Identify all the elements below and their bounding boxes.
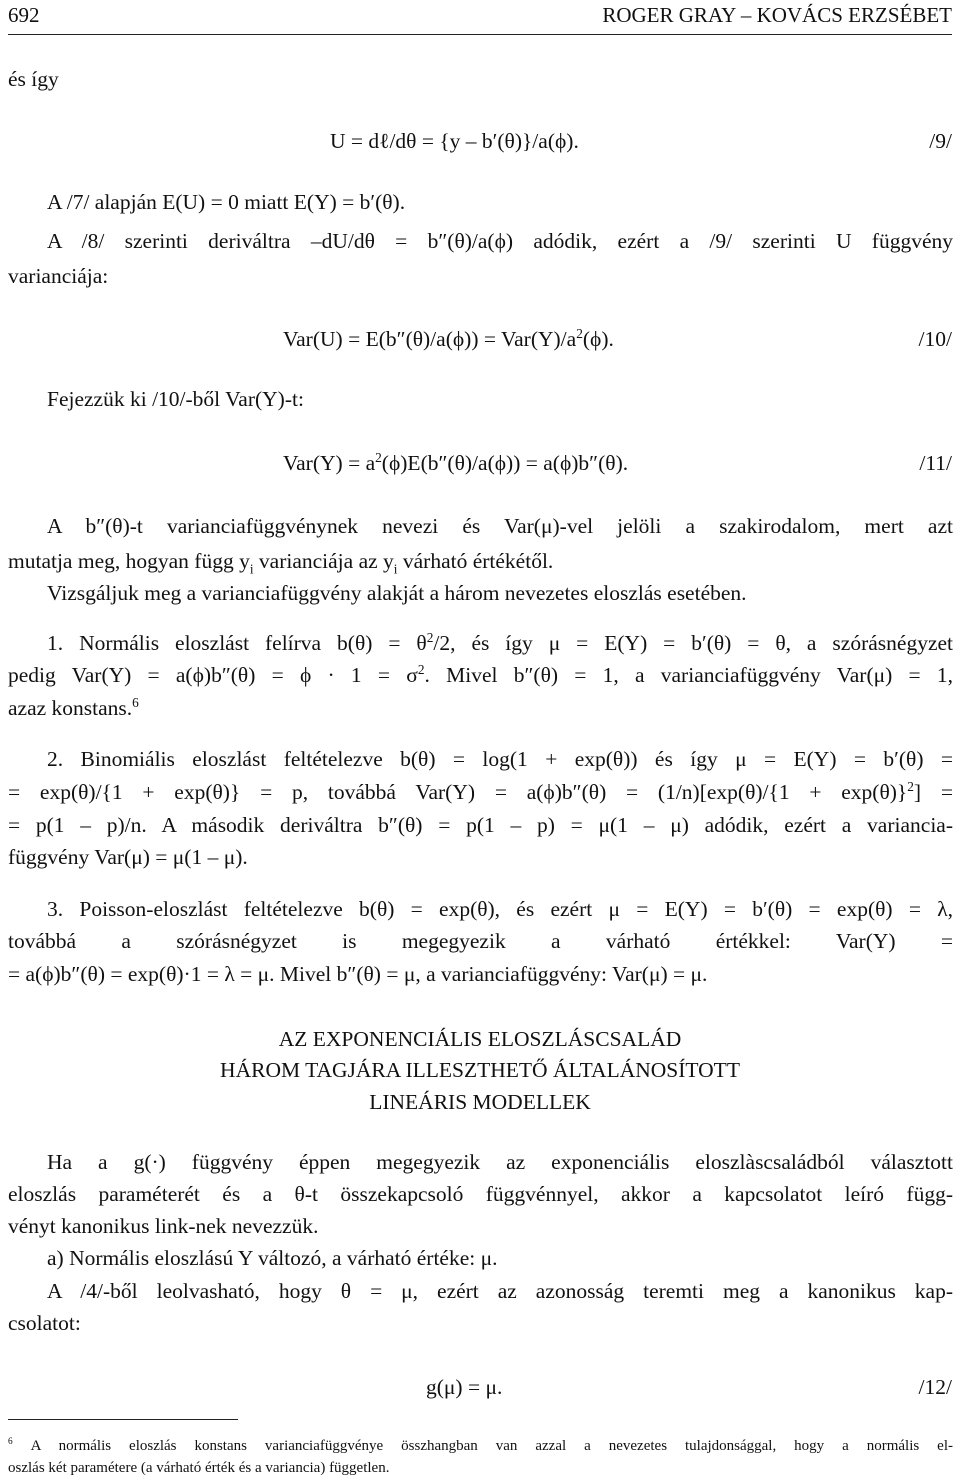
equation-number-10: /10/ [918,327,952,351]
equation-number-12: /12/ [918,1375,952,1399]
text-line [8,779,953,805]
text-part: pedig Var(Y) = a(ϕ)b″(θ) = ϕ · 1 = σ [8,663,418,687]
page-number: 692 [8,3,40,27]
text-line: 3. Poisson-eloszlást feltételezve b(θ) = exp(θ), és ezért μ = E(Y) = b′(θ) = exp(θ) = λ, [47,897,953,921]
equation-part: (ϕ). [582,327,614,351]
text-part: mutatja meg, hogyan függ y [8,549,250,573]
subscript: i [249,561,254,577]
text-line [47,630,953,656]
footnote-marker: 6 [132,694,139,710]
text-line: A /7/ alapján E(U) = 0 miatt E(Y) = b′(θ). [47,190,406,214]
superscript: 2 [907,778,914,794]
text-line: Fejezzük ki /10/-ből Var(Y)-t: [47,387,304,411]
running-header [8,0,952,35]
footnote-line [8,1437,953,1455]
text-line: Vizsgáljuk meg a varianciafüggvény alakját a három nevezetes eloszlás esetében. [47,581,747,605]
text-line [8,548,553,582]
footnote-line: oszlás két paramétere (a várható érték és a variancia) független. [8,1460,390,1476]
subscript: i [393,561,398,577]
text-part: 1. Normális eloszlást felírva b(θ) = θ [47,631,427,655]
text-line: függvény Var(μ) = μ(1 – μ). [8,845,248,869]
text-line: 2. Binomiális eloszlást feltételezve b(θ) = log(1 + exp(θ)) és így μ = E(Y) = b′(θ) = [47,747,953,771]
equation-11 [283,450,628,476]
text-part: . Mivel b″(θ) = 1, a varianciafüggvény Var(μ) = 1, [424,663,953,687]
superscript: 2 [375,449,382,465]
equation-number-11: /11/ [919,451,952,475]
text-part: ] = [913,780,953,804]
text-line: = a(ϕ)b″(θ) = exp(θ)·1 = λ = μ. Mivel b″(θ) = μ, a varianciafüggvény: Var(μ) = μ. [8,962,708,986]
footnote-rule [8,1419,238,1420]
running-head-authors: ROGER GRAY – KOVÁCS ERZSÉBET [602,3,952,27]
equation-12: g(μ) = μ. [426,1375,503,1399]
text-line [8,662,953,688]
text-line: A b″(θ)-t varianciafüggvénynek nevezi és Var(μ)-vel jelöli a szakirodalom, mert azt [47,514,953,538]
superscript: 2 [426,629,434,645]
text-line: = p(1 – p)/n. A második deriváltra b″(θ) = p(1 – p) = μ(1 – μ) adódik, ezért a variancia- [8,813,953,837]
text-line [8,695,139,721]
text-line: eloszlás paraméterét és a θ-t összekapcsoló függvénnyel, akkor a kapcsolatot leíró függ- [8,1182,953,1206]
text-line: varianciája: [8,264,109,288]
text-part: = exp(θ)/{1 + exp(θ)} = p, továbbá Var(Y) = a(ϕ)b″(θ) = (1/n)[exp(θ)/{1 + exp(θ)} [8,780,908,804]
equation-part: Var(Y) = a [283,451,376,475]
equation-part: Var(U) = E(b″(θ)/a(ϕ)) = Var(Y)/a [283,327,577,351]
text-part: azaz konstans. [8,696,133,720]
text-line: vényt kanonikus link-nek nevezzük. [8,1214,319,1238]
text-part: várható értékétől. [397,549,554,573]
text-part: varianciája az y [253,549,394,573]
text-part: /2, és így μ = E(Y) = b′(θ) = θ, a szórásnégyzet [433,631,954,655]
text-line: továbbá a szórásnégyzet is megegyezik a várható értékkel: Var(Y) = [8,929,953,953]
text-line: A /4/-ből leolvasható, hogy θ = μ, ezért az azonosság teremti meg a kanonikus kap- [47,1279,953,1303]
section-heading-line: LINEÁRIS MODELLEK [369,1090,591,1114]
text-line: A /8/ szerinti deriváltra –dU/dθ = b″(θ)/a(ϕ) adódik, ezért a /9/ szerinti U függvény [47,229,953,253]
footnote-text: A normális eloszlás konstans varianciafüggvénye összhangban van azzal a nevezetes tulajdonsággal, hogy a normális el- [30,1438,954,1454]
footnote-marker: 6 [8,1437,13,1447]
equation-9: U = dℓ/dθ = {y – b′(θ)}/a(ϕ). [330,129,579,153]
superscript: 2 [576,325,583,341]
superscript: 2 [417,661,425,677]
section-heading-line: AZ EXPONENCIÁLIS ELOSZLÁSCSALÁD [278,1027,682,1051]
equation-10 [283,326,614,352]
text-line: Ha a g(·) függvény éppen megegyezik az exponenciális eloszlàscsaládból választott [47,1150,953,1174]
text-line: csolatot: [8,1311,81,1335]
text-line: a) Normális eloszlású Y változó, a várható értéke: μ. [47,1246,498,1270]
section-heading-line: HÁROM TAGJÁRA ILLESZTHETŐ ÁLTALÁNOSÍTOTT [220,1058,740,1082]
equation-number-9: /9/ [929,129,952,153]
text-line: és így [8,67,59,91]
equation-part: (ϕ)E(b″(θ)/a(ϕ)) = a(ϕ)b″(θ). [381,451,629,475]
